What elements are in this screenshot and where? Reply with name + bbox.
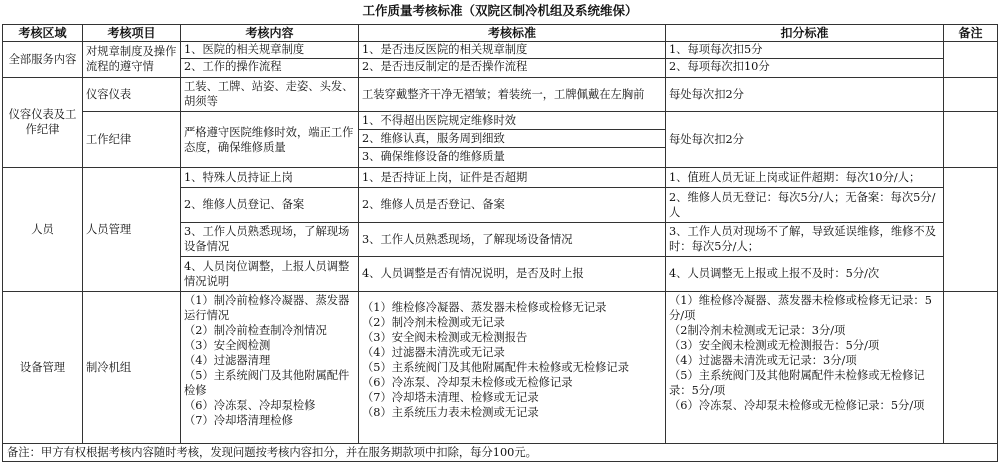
standard-personnel: 3、工作人员熟悉现场，了解现场设备情况 bbox=[359, 222, 666, 256]
standard-cell bbox=[359, 42, 666, 77]
standard-line: 3、确保维修设备的维修质量 bbox=[362, 150, 505, 164]
content-appearance: 工装、工牌、站姿、走姿、头发、胡须等 bbox=[181, 77, 359, 111]
standard-line: 1、不得超出医院规定维修时效 bbox=[359, 112, 665, 130]
remark-cell bbox=[944, 42, 998, 77]
header-area: 考核区域 bbox=[3, 25, 83, 42]
standard-list-item: （3）安全阀未检测或无检测报告 bbox=[362, 330, 528, 344]
row-all-service bbox=[3, 42, 998, 77]
standard-list-item: （1）维检修冷凝器、蒸发器未检修或检修无记录 bbox=[362, 300, 607, 314]
area-personnel: 人员 bbox=[3, 167, 83, 291]
deduction-personnel: 3、工作人员对现场不了解，导致延误维修，维修不及时：每次5分/人； bbox=[666, 222, 944, 256]
content-list-item: （2）制冷前检查制冷剂情况 bbox=[184, 323, 327, 337]
content-line: 2、工作的操作流程 bbox=[184, 60, 282, 74]
standard-line: 2、维修认真，服务周到细致 bbox=[359, 130, 665, 148]
row-note bbox=[3, 443, 998, 461]
item-personnel-management: 人员管理 bbox=[83, 167, 181, 291]
item-discipline: 工作纪律 bbox=[83, 112, 181, 168]
area-appearance-discipline: 仪容仪表及工作纪律 bbox=[3, 77, 83, 167]
header-standard: 考核标准 bbox=[359, 25, 666, 42]
content-list-item: （5）主系统阀门及其他附属配件检修 bbox=[184, 368, 350, 397]
content-list-item: （3）安全阀检测 bbox=[184, 338, 271, 352]
deduction-line: 1、每项每次扣5分 bbox=[666, 42, 943, 59]
standard-personnel: 4、人员调整是否有情况说明，是否及时上报 bbox=[359, 257, 666, 291]
area-equipment: 设备管理 bbox=[3, 291, 83, 443]
standard-cell bbox=[359, 112, 666, 168]
standard-list-item: （4）过滤器未清洗或无记录 bbox=[362, 345, 505, 359]
row-appearance bbox=[3, 77, 998, 111]
area-all-service: 全部服务内容 bbox=[3, 42, 83, 77]
content-discipline: 严格遵守医院维修时效，端正工作态度，确保维修质量 bbox=[181, 112, 359, 168]
assessment-table bbox=[2, 24, 998, 462]
standard-personnel: 2、维修人员是否登记、备案 bbox=[359, 188, 666, 222]
row-equipment bbox=[3, 291, 998, 443]
deduction-personnel: 4、人员调整无上报或上报不及时：5分/次 bbox=[666, 257, 944, 291]
remark-cell bbox=[944, 291, 998, 443]
footer-note: 备注：甲方有权根据考核内容随时考核，发现问题按考核内容扣分，并在服务期款项中扣除，每分100元。 bbox=[3, 443, 998, 461]
deduction-list-item: （2制冷剂未检测或无记录：3分/项 bbox=[669, 323, 846, 337]
deduction-list bbox=[666, 291, 944, 443]
deduction-list-item: （1）维检修冷凝器、蒸发器未检修或检修无记录：5分/项 bbox=[669, 293, 932, 322]
remark-cell bbox=[944, 167, 998, 291]
deduction-list-item: （4）过滤器未清洗或无记录：3分/项 bbox=[669, 353, 857, 367]
deduction-list-item: （6）冷冻泵、冷却泵未检修或无检修记录：5分/项 bbox=[669, 398, 925, 412]
deduction-appearance: 每处每次扣2分 bbox=[666, 77, 944, 111]
content-personnel: 2、维修人员登记、备案 bbox=[181, 188, 359, 222]
deduction-cell bbox=[666, 42, 944, 77]
deduction-line: 2、每项每次扣10分 bbox=[669, 60, 770, 74]
row-personnel-1 bbox=[3, 167, 998, 187]
deduction-personnel: 1、值班人员无证上岗或证件超期：每次10分/人； bbox=[666, 167, 944, 187]
content-personnel: 3、工作人员熟悉现场，了解现场设备情况 bbox=[181, 222, 359, 256]
content-list-item: （4）过滤器清理 bbox=[184, 353, 271, 367]
deduction-list-item: （5）主系统阀门及其他附属配件未检修或无检修记录：5分/项 bbox=[669, 368, 925, 397]
item-chiller-unit: 制冷机组 bbox=[83, 291, 181, 443]
content-list-item: （7）冷却塔清理检修 bbox=[184, 413, 293, 427]
header-remark: 备注 bbox=[944, 25, 998, 42]
deduction-discipline: 每处每次扣2分 bbox=[666, 112, 944, 168]
content-line: 1、医院的相关规章制度 bbox=[181, 42, 358, 59]
standard-list bbox=[359, 291, 666, 443]
remark-cell bbox=[944, 77, 998, 111]
row-discipline bbox=[3, 112, 998, 168]
standard-line: 1、是否违反医院的相关规章制度 bbox=[359, 42, 665, 59]
content-personnel: 4、人员岗位调整，上报人员调整情况说明 bbox=[181, 257, 359, 291]
item-appearance: 仪容仪表 bbox=[83, 77, 181, 111]
standard-list-item: （8）主系统压力表未检测或无记录 bbox=[362, 405, 539, 419]
header-deduction: 扣分标准 bbox=[666, 25, 944, 42]
content-list-item: （6）冷冻泵、冷却泵检修 bbox=[184, 398, 316, 412]
document-title: 工作质量考核标准（双院区制冷机组及系统维保） bbox=[362, 3, 638, 18]
header-item: 考核项目 bbox=[83, 25, 181, 42]
deduction-list-item: （3）安全阀未检测或无检测报告：5分/项 bbox=[669, 338, 880, 352]
content-cell bbox=[181, 42, 359, 77]
standard-list-item: （6）冷冻泵、冷却泵未检修或无检修记录 bbox=[362, 375, 573, 389]
header-row bbox=[3, 25, 998, 42]
remark-cell bbox=[944, 112, 998, 168]
content-personnel: 1、特殊人员持证上岗 bbox=[181, 167, 359, 187]
standard-list-item: （7）冷却塔未清理、检修或无记录 bbox=[362, 390, 539, 404]
header-content: 考核内容 bbox=[181, 25, 359, 42]
content-list-item: （1）制冷前检修冷凝器、蒸发器运行情况 bbox=[184, 293, 350, 322]
item-rules-compliance: 对规章制度及操作流程的遵守情 bbox=[83, 42, 181, 77]
standard-list-item: （5）主系统阀门及其他附属配件未检修或无检修记录 bbox=[362, 360, 630, 374]
standard-personnel: 1、是否持证上岗，证件是否超期 bbox=[359, 167, 666, 187]
standard-appearance: 工装穿戴整齐干净无褶皱；着装统一，工牌佩戴在左胸前 bbox=[359, 77, 666, 111]
content-list bbox=[181, 291, 359, 443]
standard-line: 2、是否违反制定的是否操作流程 bbox=[362, 60, 528, 74]
standard-list-item: （2）制冷剂未检测或无记录 bbox=[362, 315, 505, 329]
deduction-personnel: 2、维修人员无登记：每次5分/人；无备案：每次5分/人 bbox=[666, 188, 944, 222]
